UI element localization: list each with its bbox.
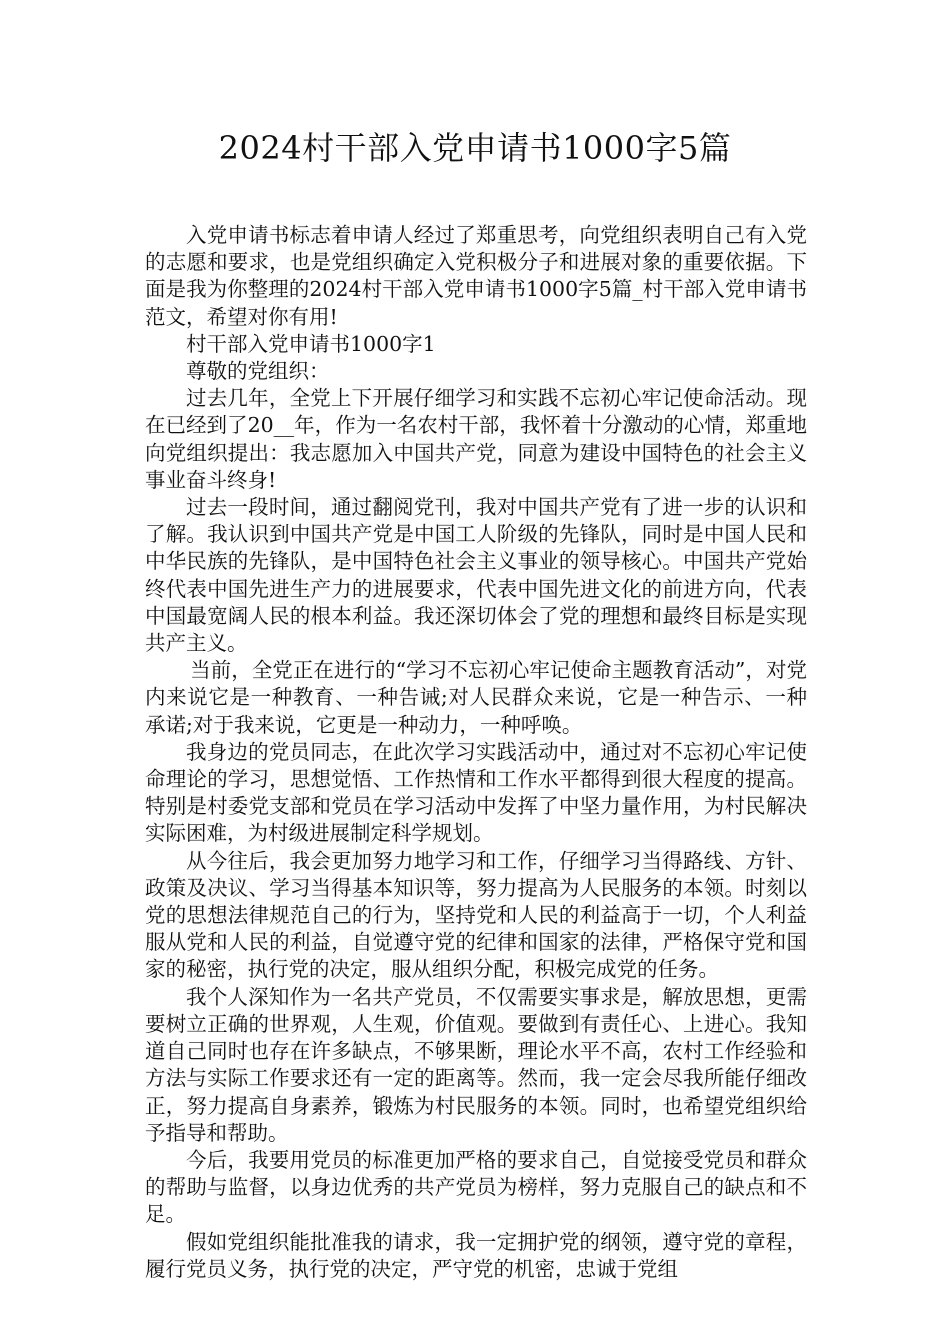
- intro-paragraph: 入党申请书标志着申请人经过了郑重思考，向党组织表明自己有入党的志愿和要求，也是党组织确定入党积极分子和进展对象的重要依据。下面是我为你整理的2024村干部入党申请书1000字5篇_村干部入党申请书范文，希望对你有用!: [145, 223, 807, 329]
- document-body: [145, 222, 807, 1283]
- body-paragraph: 从今往后，我会更加努力地学习和工作，仔细学习当得路线、方针、政策及决议、学习当得基本知识等，努力提高为人民服务的本领。时刻以党的思想法律规范自己的行为，坚持党和人民的利益高于一切，个人利益服从党和人民的利益，自觉遵守党的纪律和国家的法律，严格保守党和国家的秘密，执行党的决定，服从组织分配，积极完成党的任务。: [145, 848, 807, 982]
- document-title: 2024村干部入党申请书1000字5篇: [218, 129, 732, 167]
- body-paragraph: 我个人深知作为一名共产党员，不仅需要实事求是，解放思想，更需要树立正确的世界观，人生观，价值观。要做到有责任心、上进心。我知道自己同时也存在许多缺点，不够果断，理论水平不高，农村工作经验和方法与实际工作要求还有一定的距离等。然而，我一定会尽我所能仔细改正，努力提高自身素养，锻炼为村民服务的本领。同时，也希望党组织给予指导和帮助。: [145, 984, 807, 1145]
- body-paragraph: 过去几年，全党上下开展仔细学习和实践不忘初心牢记使命活动。现在已经到了20__年，作为一名农村干部，我怀着十分激动的心情，郑重地向党组织提出：我志愿加入中国共产党，同意为建设中国特色的社会主义事业奋斗终身!: [145, 386, 807, 492]
- body-paragraph: 过去一段时间，通过翻阅党刊，我对中国共产党有了进一步的认识和了解。我认识到中国共产党是中国工人阶级的先锋队，同时是中国人民和中华民族的先锋队，是中国特色社会主义事业的领导核心。中国共产党始终代表中国先进生产力的进展要求，代表中国先进文化的前进方向，代表中国最宽阔人民的根本利益。我还深切体会了党的理想和最终目标是实现共产主义。: [145, 495, 807, 656]
- salutation: 尊敬的党组织：: [186, 359, 330, 384]
- body-paragraph: 今后，我要用党员的标准更加严格的要求自己，自觉接受党员和群众的帮助与监督，以身边优秀的共产党员为榜样，努力克服自己的缺点和不足。: [145, 1147, 807, 1227]
- body-paragraph: 我身边的党员同志，在此次学习实践活动中，通过对不忘初心牢记使命理论的学习，思想觉悟、工作热情和工作水平都得到很大程度的提高。特别是村委党支部和党员在学习活动中发挥了中坚力量作用，为村民解决实际困难，为村级进展制定科学规划。: [145, 739, 807, 846]
- body-paragraph: 当前，全党正在进行的“学习不忘初心牢记使命主题教育活动”，对党内来说它是一种教育、一种告诫;对人民群众来说，它是一种告示、一种承诺;对于我来说，它更是一种动力，一种呼唤。: [145, 658, 807, 737]
- body-paragraph: 假如党组织能批准我的请求，我一定拥护党的纲领，遵守党的章程，履行党员义务，执行党的决定，严守党的机密，忠诚于党组: [145, 1229, 807, 1281]
- section-heading: 村干部入党申请书1000字1: [186, 331, 436, 356]
